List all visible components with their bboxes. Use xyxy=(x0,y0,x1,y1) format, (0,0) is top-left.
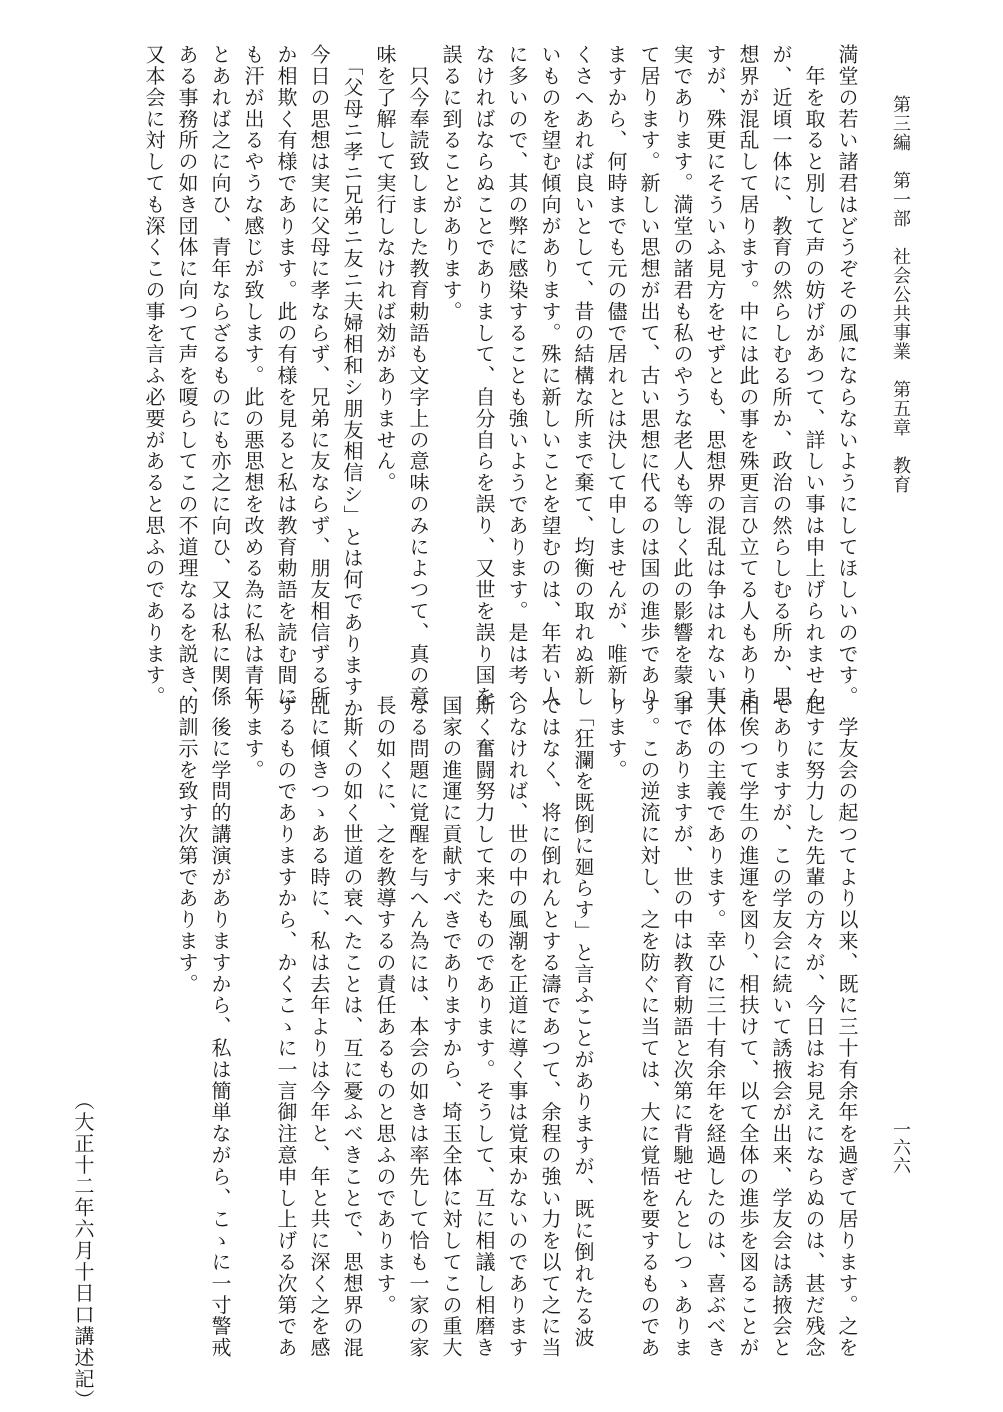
text-line: 誤るに到ることがあります。 xyxy=(439,44,463,323)
text-line: 又本会に対しても深くこの事を言ふ必要があると思ふのであります。 xyxy=(142,44,166,708)
text-line: 想界が混乱して居ります。中には此の事を殊更言ひ立てる人もありま xyxy=(736,44,760,708)
text-line: 満堂の若い諸君はどうぞその風にならないようにしてほしいのです。 xyxy=(835,44,859,708)
text-line: くさへあれば良いとして、昔の結構な所まで棄て、均衡の取れぬ新し xyxy=(571,44,595,708)
text-line: す。この逆流に対し、之を防ぐに当ては、大に覚悟を要するものであ xyxy=(637,695,661,1359)
text-line: 起すに努力した先輩の方々が、今日はお見えにならぬのは、甚だ残念 xyxy=(802,695,826,1359)
text-line: 今日の思想は実に父母に孝ならず、兄弟に友ならず、朋友相信ずる所 xyxy=(307,44,331,708)
text-line: 「父母ニ孝ニ兄弟ニ友ニ夫婦相和シ朋友相信シ」とは何でありますか xyxy=(340,44,364,719)
text-line: 斯く奮闘努力して来たものであります。そうして、互に相議し相磨き xyxy=(472,695,496,1359)
text-line: ではなく、将に倒れんとする濤であつて、余程の強い力を以て之に当 xyxy=(538,695,562,1359)
text-line: ある事務所の如き団体に向つて声を嗄らしてこの不道理なるを説き、 xyxy=(175,44,199,708)
text-line: 只今奉読致しました教育勅語も文字上の意味のみによつて、真の意 xyxy=(406,44,430,708)
text-line: 斯くの如く世道の衰へたことは、互に憂ふべきことで、思想界の混 xyxy=(340,695,364,1359)
text-line: 相俟つて学生の進運を図り、相扶けて、以て全体の進歩を図ることが xyxy=(736,695,760,1359)
text-line: 乱に傾きつゝある時に、私は去年よりは今年と、年と共に深く之を感 xyxy=(307,695,331,1359)
text-line: でありますが、この学友会に続いて誘掖会が出来、学友会は誘掖会と xyxy=(769,695,793,1359)
text-line: 事でありますが、世の中は教育勅語と次第に背馳せんとしつゝありま xyxy=(670,695,694,1359)
top-text-block xyxy=(83,44,863,719)
text-line: なる問題に覚醒を与へん為には、本会の如きは率先して恰も一家の家 xyxy=(406,695,430,1359)
text-line: ります。 xyxy=(241,695,265,781)
text-line: ずるものでありますから、かくこゝに一言御注意申し上げる次第であ xyxy=(274,695,298,1359)
text-line: いものを望む傾向があります。殊に新しいことを望むのは、年若い人 xyxy=(538,44,562,708)
running-head: 第三編 第一部 社会公共事業 第五章 教育 xyxy=(890,95,911,494)
text-line: とあれば之に向ひ、青年ならざるものにも亦之に向ひ、又は私に関係 xyxy=(208,44,232,708)
page-number: 一六六 xyxy=(890,1120,911,1174)
date-signature: （大正十二年六月十日口講述記） xyxy=(71,1090,95,1411)
text-line: 「狂瀾を既倒に廻らす」と言ふことがありますが、既に倒れたる波 xyxy=(571,695,595,1349)
text-line: 後に学問的講演がありますから、私は簡単ながら、こゝに一寸警戒 xyxy=(208,695,232,1359)
text-line: も汗が出るやうな感じが致します。此の悪思想を改める為に私は青年 xyxy=(241,44,265,708)
text-line: らなければ、世の中の風潮を正道に導く事は覚束かないのであります xyxy=(505,695,529,1359)
text-line: ますから、何時までも元の儘で居れとは決して申しませんが、唯新し xyxy=(604,44,628,708)
text-line: 年を取ると別して声の妨げがあつて、詳しい事は申上げられません xyxy=(802,44,826,708)
text-line: 的訓示を致す次第であります。 xyxy=(175,695,199,995)
text-line: て居ります。新しい思想が出て、古い思想に代るのは国の進歩であり xyxy=(637,44,661,708)
text-line: すが、殊更にそういふ見方をせずとも、思想界の混乱は争はれない事 xyxy=(703,44,727,708)
text-line: なければならぬことでありまして、自分自らを誤り、又世を誤り国を xyxy=(472,44,496,708)
text-line: 実であります。満堂の諸君も私のやうな老人も等しく此の影響を蒙つ xyxy=(670,44,694,708)
text-line: ります。 xyxy=(604,695,628,781)
text-line: が、近頃一体に、教育の然らしむる所か、政治の然らしむる所か、思 xyxy=(769,44,793,708)
text-line: 長の如くに、之を教導するの責任あるものと思ふのであります。 xyxy=(373,695,397,1316)
text-line: 学友会の起つてより以来、既に三十有余年を過ぎて居ります。之を xyxy=(835,695,859,1359)
text-line: 大体の主義であります。幸ひに三十有余年を経過したのは、喜ぶべき xyxy=(703,695,727,1359)
text-line: か相欺く有様であります。此の有様を見ると私は教育勅語を読む間に xyxy=(274,44,298,708)
text-line: に多いので、其の弊に感染することも強いようであります。是は考へ xyxy=(505,44,529,708)
text-line: 味を了解して実行しなければ効がありません。 xyxy=(373,44,397,494)
bottom-text-block xyxy=(83,695,863,1359)
text-line: 国家の進運に貢献すべきでありますから、埼玉全体に対してこの重大 xyxy=(439,695,463,1359)
